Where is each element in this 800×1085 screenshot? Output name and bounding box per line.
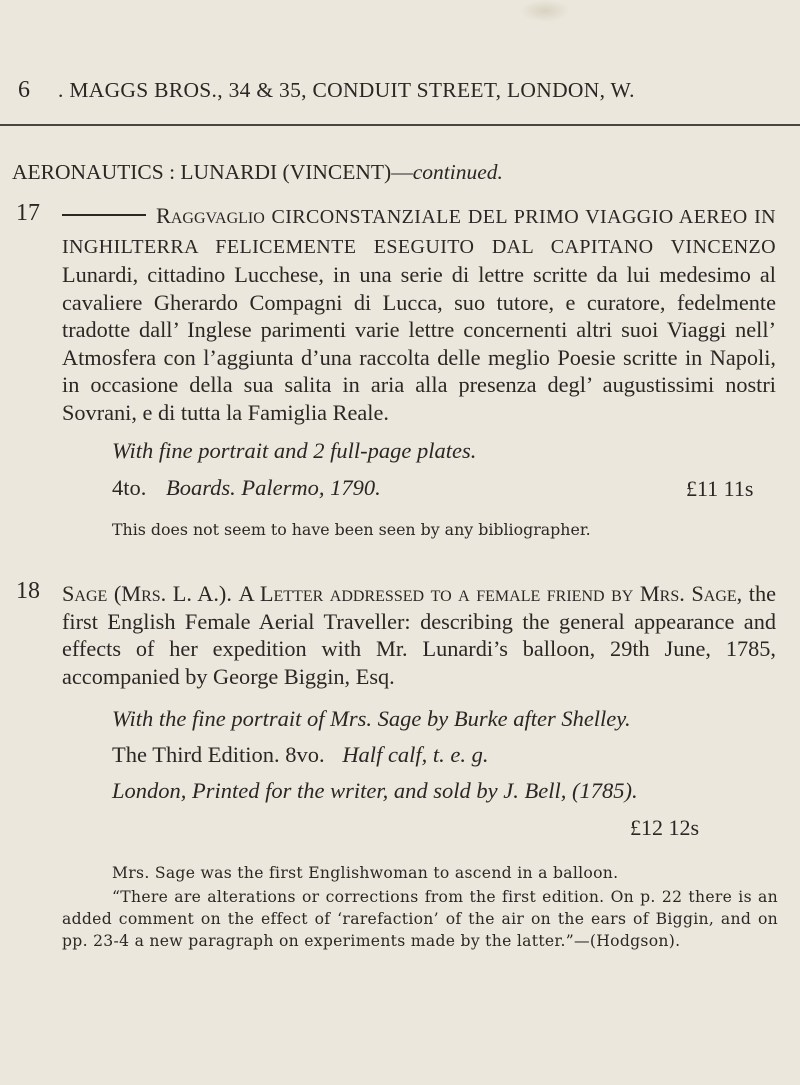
entry-collation xyxy=(112,742,489,768)
running-head: . MAGGS BROS., 34 & 35, CONDUIT STREET, LONDON, W. xyxy=(58,78,635,102)
section-title-continued: continued. xyxy=(412,160,503,184)
entry-price: £12 12s xyxy=(630,815,700,840)
entry-plates: With the fine portrait of Mrs. Sage by Burke after Shelley. xyxy=(112,706,631,731)
entry-title-rest: CIRCONSTANZIALE DEL PRIMO VIAGGIO AEREO IN INGHILTERRA FELICEMENTE ESEGUITO DAL CAPITANO VINCENZO xyxy=(62,206,776,258)
entry-plates: With fine portrait and 2 full-page plates. xyxy=(112,438,477,463)
entry-format: 4to. xyxy=(112,475,147,500)
entry-note: This does not seem to have been seen by any bibliographer. xyxy=(112,520,591,539)
header-rule xyxy=(0,124,800,126)
entry-title xyxy=(62,202,776,426)
entry-title-main: A Letter addressed to a female friend by Mrs. Sage, xyxy=(238,581,743,606)
paper-stain xyxy=(520,0,570,22)
entry-note: Mrs. Sage was the first Englishwoman to ascend in a balloon. xyxy=(112,864,619,882)
entry-number: 17 xyxy=(16,200,40,226)
entry-price: £11 11s xyxy=(686,476,754,501)
entry-title xyxy=(62,580,776,690)
entry-body: Lunardi, cittadino Lucchese, in una serie di lettre scritte da lui medesimo al cavaliere Gherardo Compagni di Lucca, suo tutore, e curatore, fedelmente tradotte dall’ Inglese parimenti varie lettre concernenti altri suoi Viaggi nell’ Atmosfera con l’aggiunta d’una raccolta delle meglio Poesie scritte in Napoli, in occasione della sua salita in aria alla presenza degl’ augustissimi nostri Sovrani, e di tutta la Famiglia Reale. xyxy=(62,262,776,425)
entry-title-lead: Raggvaglio xyxy=(156,203,265,228)
entry-edition: The Third Edition. 8vo. xyxy=(112,742,325,767)
page-header xyxy=(0,74,800,110)
page-number: 6 xyxy=(18,77,30,103)
entry-collation xyxy=(112,475,381,501)
section-title xyxy=(12,160,503,185)
entry-note-quote: “There are alterations or corrections from the first edition. On p. 22 there is an added comment on the effect of ‘rarefaction’ of the air on the ears of Biggin, and on pp. 23-4 a new paragraph on experiments made by the latter.”—(Hodgson). xyxy=(62,888,778,950)
entry-imprint: Boards. Palermo, 1790. xyxy=(166,475,381,500)
section-title-main: AERONAUTICS : LUNARDI (VINCENT)— xyxy=(12,160,413,184)
entry-binding: Half calf, t. e. g. xyxy=(342,742,489,767)
entry-imprint: London, Printed for the writer, and sold by J. Bell, (1785). xyxy=(112,778,638,803)
entry-title-rest: the first English Female Aerial Traveller: describing the general appearance and effects of her expedition with Mr. Lunardi’s balloon, 29th June, 1785, accompanied by George Biggin, Esq. xyxy=(62,581,777,689)
ditto-dash xyxy=(62,214,146,216)
entry-number: 18 xyxy=(16,578,40,604)
entry-author: Sage (Mrs. L. A.). xyxy=(62,581,232,606)
